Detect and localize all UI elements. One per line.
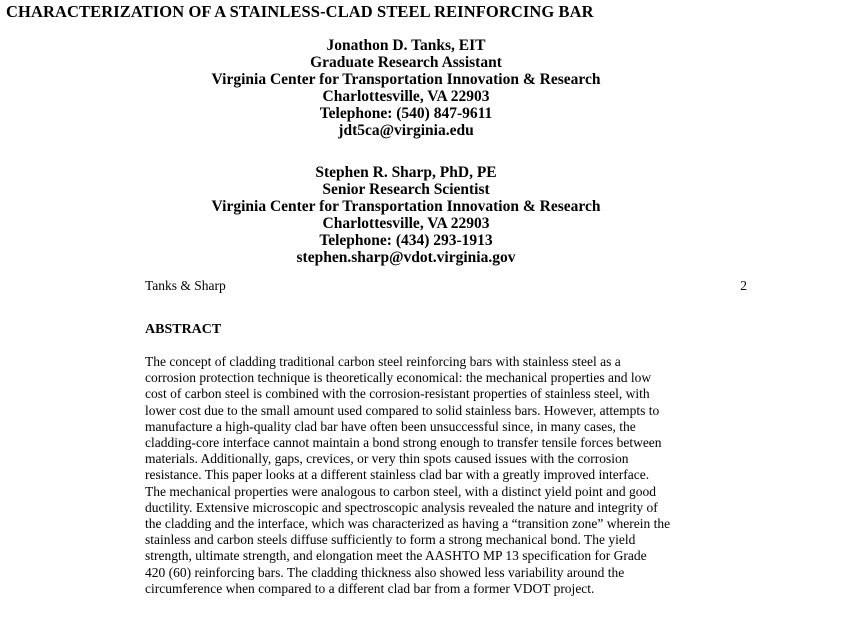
author-organization: Virginia Center for Transportation Innovation & Research [211, 198, 601, 215]
page-number: 2 [740, 278, 747, 293]
author-city: Charlottesville, VA 22903 [322, 88, 490, 105]
abstract-line: ductility. Extensive microscopic and spectroscopic analysis revealed the nature and integrity of [145, 499, 658, 515]
abstract-line: The concept of cladding traditional carbon steel reinforcing bars with stainless steel as a [145, 354, 621, 369]
abstract-line: resistance. This paper looks at a different stainless clad bar with a greatly improved interface. [145, 467, 650, 483]
abstract-line: stainless and carbon steels diffuse sufficiently to form a strong mechanical bond. The yield [145, 532, 636, 548]
abstract-line: circumference when compared to a different clad bar from a former VDOT project. [145, 580, 595, 596]
abstract-heading: ABSTRACT [145, 322, 222, 337]
author-telephone: Telephone: (434) 293-1913 [319, 232, 493, 249]
author-position: Senior Research Scientist [322, 181, 490, 198]
running-head-authors: Tanks & Sharp [145, 278, 226, 293]
abstract-line: corrosion protection technique is theoretically economical: the mechanical properties and low [145, 370, 652, 386]
abstract-line: strength, ultimate strength, and elongation meet the AASHTO MP 13 specification for Grade [145, 548, 647, 564]
author-block-2 [0, 164, 812, 266]
author-email: jdt5ca@virginia.edu [338, 122, 474, 139]
abstract-line: materials. Additionally, gaps, crevices, or very thin spots caused issues with the corrosion [145, 451, 629, 467]
abstract-line: manufacture a high-quality clad bar have often been unsuccessful since, in many cases, the [145, 418, 636, 434]
author-email: stephen.sharp@vdot.virginia.gov [296, 249, 516, 266]
author-position: Graduate Research Assistant [310, 54, 502, 71]
abstract-line: lower cost due to the small amount used compared to solid stainless bars. However, attempts to [145, 402, 660, 418]
abstract-line: The mechanical properties were analogous to carbon steel, with a distinct yield point and good [145, 483, 656, 499]
author-telephone: Telephone: (540) 847-9611 [319, 105, 493, 122]
abstract-line: the cladding and the interface, which was characterized as having a “transition zone” wherein the [145, 516, 671, 532]
paper-title: CHARACTERIZATION OF A STAINLESS-CLAD STEEL REINFORCING BAR [6, 2, 594, 21]
author-city: Charlottesville, VA 22903 [322, 215, 490, 232]
running-head [145, 278, 747, 294]
author-block-1 [0, 37, 812, 139]
abstract-body [145, 354, 755, 597]
author-name: Jonathon D. Tanks, EIT [326, 37, 486, 54]
author-name: Stephen R. Sharp, PhD, PE [315, 164, 497, 181]
abstract-line: cost of carbon steel is combined with the corrosion-resistant properties of stainless steel, with [145, 386, 650, 402]
abstract-line: 420 (60) reinforcing bars. The cladding thickness also showed less variability around the [145, 564, 625, 580]
author-organization: Virginia Center for Transportation Innovation & Research [211, 71, 601, 88]
abstract-line: cladding-core interface cannot maintain a bond strong enough to transfer tensile forces between [145, 435, 662, 451]
